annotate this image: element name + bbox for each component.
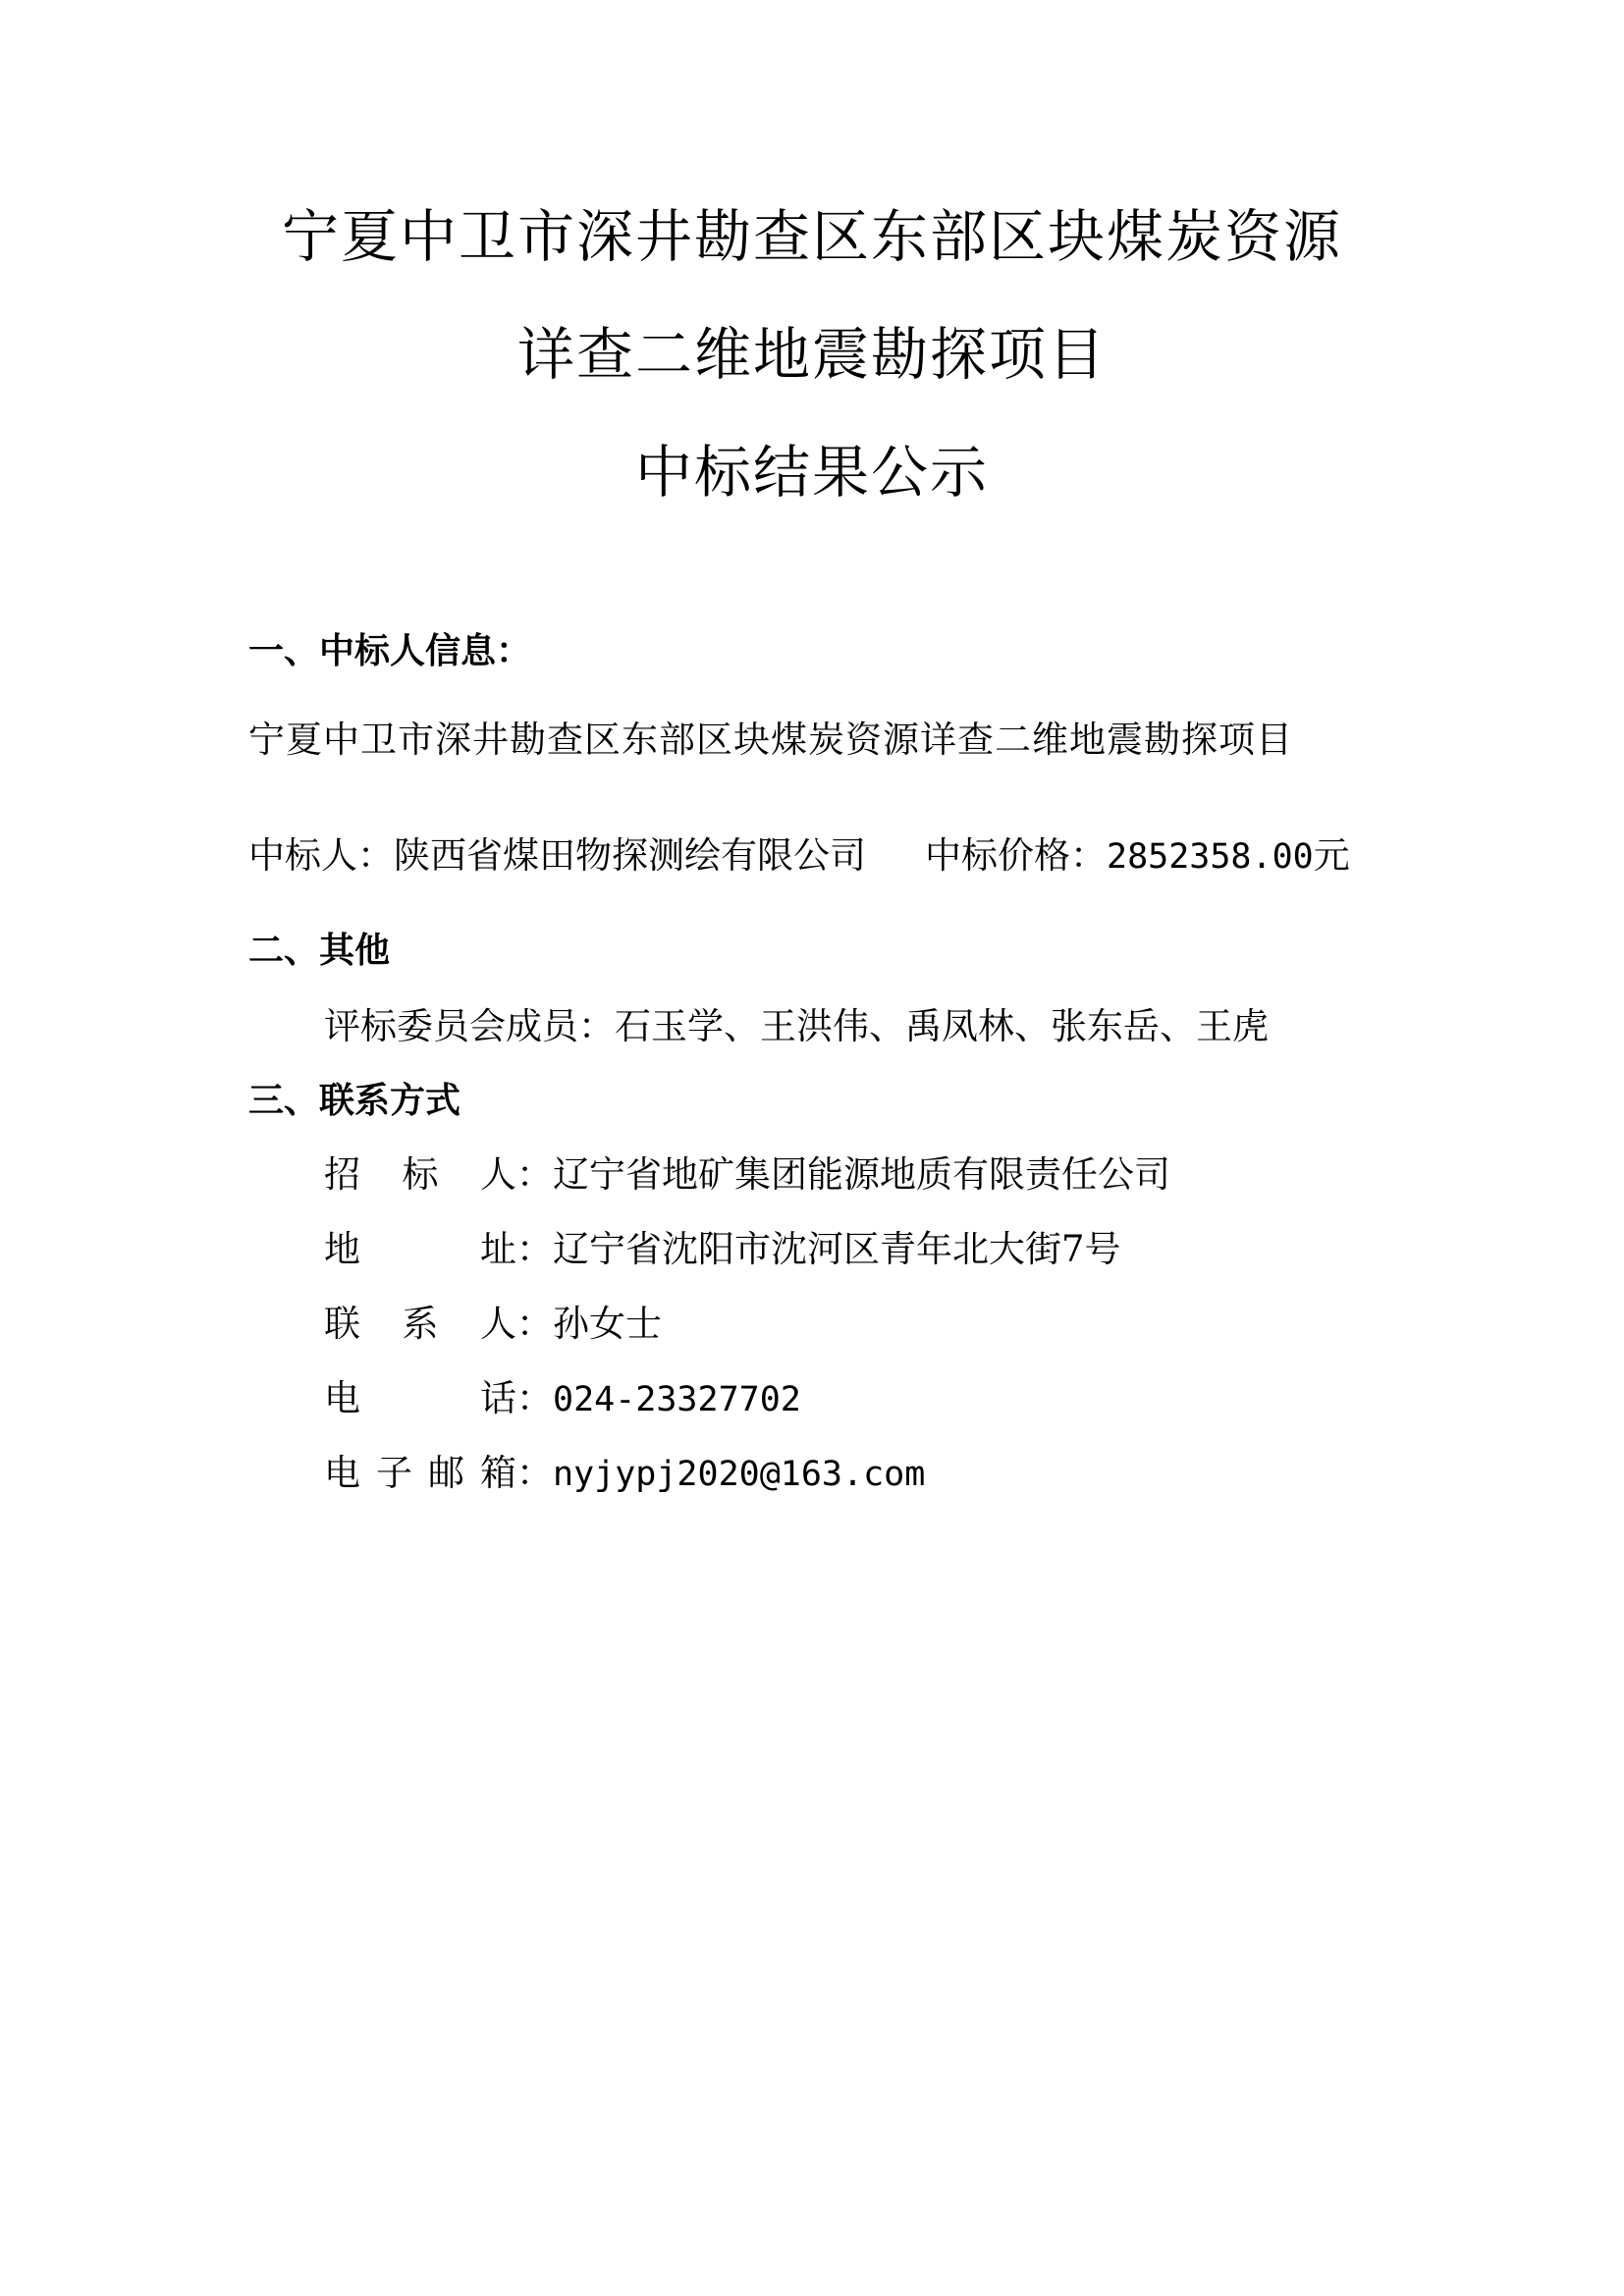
contact-value: nyjypj2020@163.com bbox=[553, 1455, 926, 1494]
contact-value: 辽宁省沈阳市沈河区青年北大街7号 bbox=[553, 1228, 1121, 1270]
contact-value: 辽宁省地矿集团能源地质有限责任公司 bbox=[553, 1153, 1170, 1196]
doc-title-line-3: 中标结果公示 bbox=[634, 439, 989, 506]
contact-row-address bbox=[324, 1226, 1121, 1273]
section-heading-contact: 三、联系方式 bbox=[248, 1081, 461, 1121]
contact-label: 地址 bbox=[324, 1228, 516, 1270]
section-heading-winner-info: 一、中标人信息： bbox=[248, 631, 532, 671]
contact-row-tenderer bbox=[324, 1151, 1170, 1199]
winner-label: 中标人： bbox=[248, 834, 394, 877]
contact-row-phone bbox=[324, 1375, 801, 1423]
contact-colon: ： bbox=[516, 1303, 553, 1345]
contact-colon: ： bbox=[516, 1377, 553, 1419]
contact-value: 024-23327702 bbox=[553, 1380, 801, 1419]
price-value: 2852358.00 bbox=[1107, 837, 1314, 877]
winner-line bbox=[248, 832, 1350, 881]
contact-label: 联系人 bbox=[324, 1303, 516, 1345]
committee-label: 评标委员会成员： bbox=[324, 1005, 615, 1047]
contact-label: 电子邮箱 bbox=[324, 1452, 516, 1494]
winner-value: 陕西省煤田物探测绘有限公司 bbox=[394, 834, 866, 877]
contact-colon: ： bbox=[516, 1452, 553, 1494]
doc-title-line-2: 详查二维地震勘探项目 bbox=[516, 321, 1107, 388]
section-heading-other: 二、其他 bbox=[248, 931, 391, 971]
price-label: 中标价格： bbox=[925, 834, 1107, 877]
contact-row-email bbox=[324, 1450, 925, 1498]
contact-value: 孙女士 bbox=[553, 1303, 662, 1345]
contact-row-contact-person bbox=[324, 1301, 662, 1348]
project-name: 宁夏中卫市深井勘查区东部区块煤炭资源详查二维地震勘探项目 bbox=[248, 719, 1293, 761]
doc-title-line-1: 宁夏中卫市深井勘查区东部区块煤炭资源 bbox=[281, 203, 1342, 270]
committee-members: 石玉学、王洪伟、禹凤林、张东岳、王虎 bbox=[615, 1005, 1269, 1047]
committee-line bbox=[324, 1003, 1269, 1050]
contact-label: 电话 bbox=[324, 1377, 516, 1419]
price-unit: 元 bbox=[1313, 834, 1350, 877]
contact-colon: ： bbox=[516, 1228, 553, 1270]
contact-colon: ： bbox=[516, 1153, 553, 1196]
contact-label: 招标人 bbox=[324, 1153, 516, 1196]
